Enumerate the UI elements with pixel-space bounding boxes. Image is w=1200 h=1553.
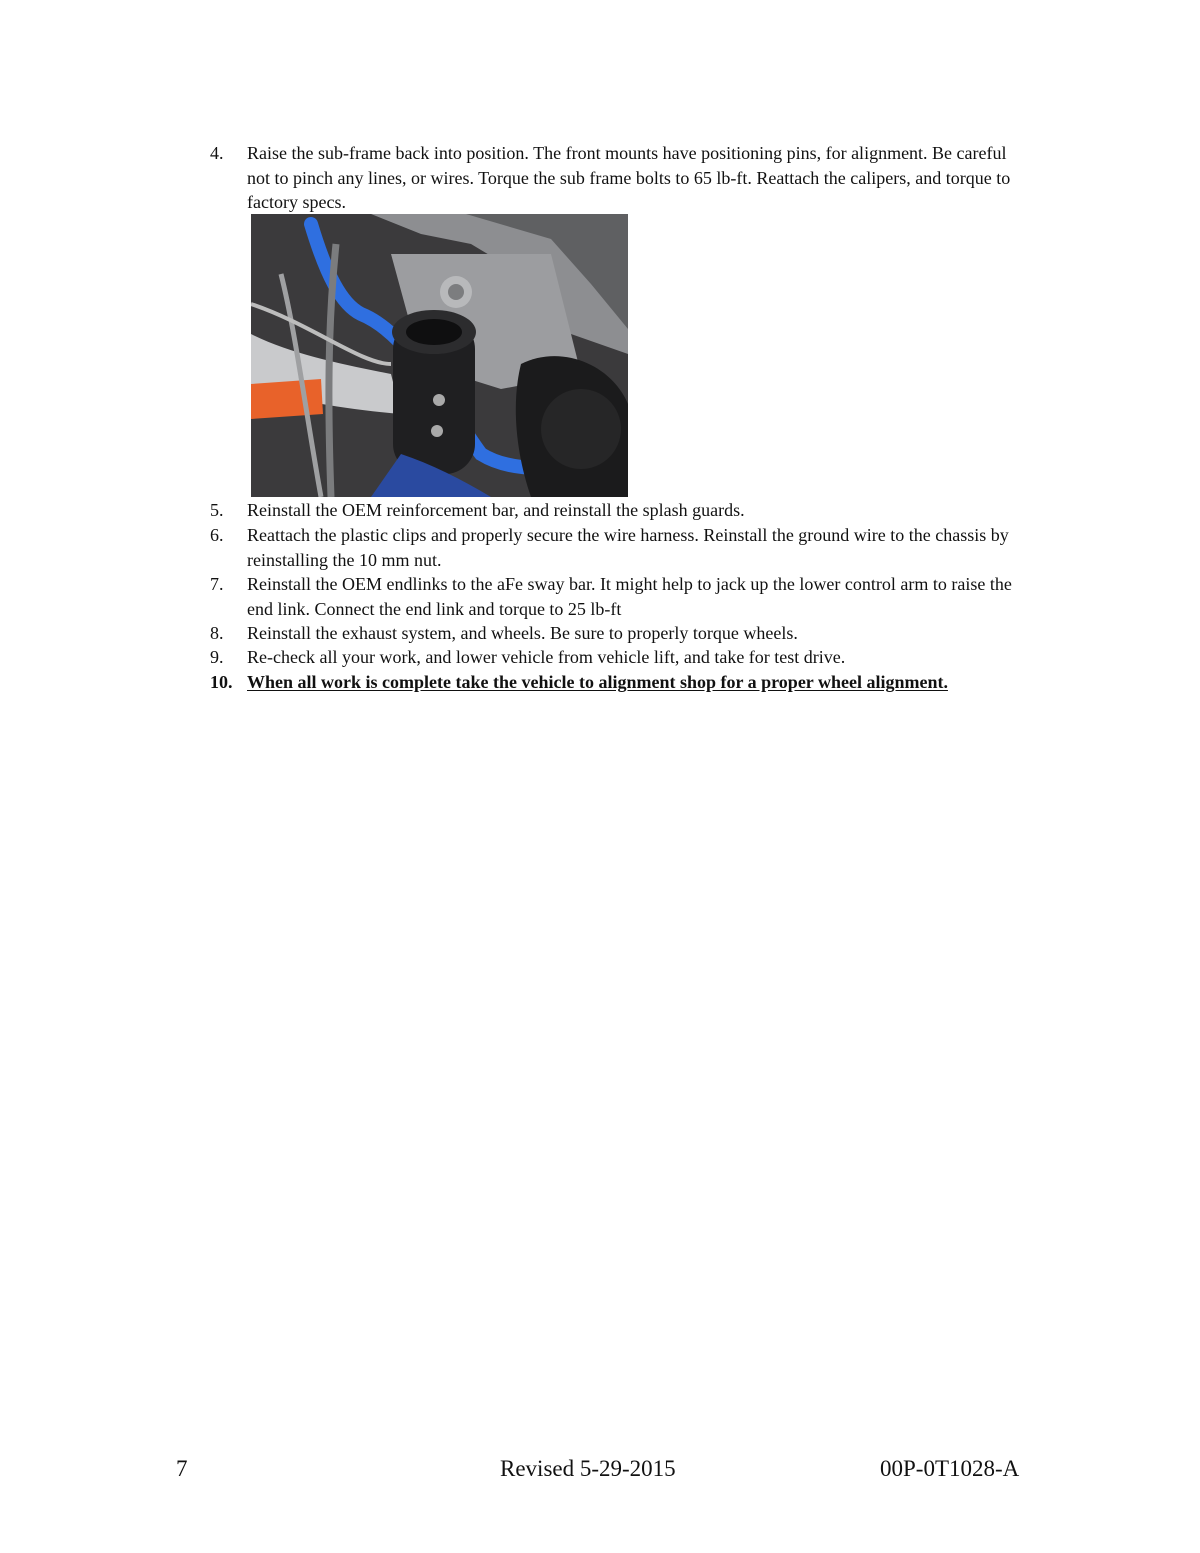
step-8 xyxy=(210,621,1030,646)
step-number: 7. xyxy=(210,574,224,594)
step-number: 8. xyxy=(210,623,224,643)
step-text: When all work is complete take the vehicle to alignment shop for a proper wheel alignment. xyxy=(247,672,948,692)
step-text: Reinstall the OEM reinforcement bar, and reinstall the splash guards. xyxy=(247,500,745,520)
step-6 xyxy=(210,523,1030,572)
step-5 xyxy=(210,498,1030,523)
step-number: 6. xyxy=(210,525,224,545)
step-7 xyxy=(210,572,1030,621)
step-text: Re-check all your work, and lower vehicle from vehicle lift, and take for test drive. xyxy=(247,647,846,667)
step-9 xyxy=(210,645,1030,670)
step-number: 10. xyxy=(210,672,233,692)
step-4 xyxy=(210,141,1030,215)
step-text: Reattach the plastic clips and properly secure the wire harness. Reinstall the ground wire to the chassis by reinstalling the 10 mm nut. xyxy=(247,525,1009,570)
step-number: 9. xyxy=(210,647,224,667)
subframe-mount-photo xyxy=(251,214,628,497)
page-number: 7 xyxy=(176,1456,188,1481)
document-id: 00P-0T1028-A xyxy=(880,1456,1020,1481)
step-number: 5. xyxy=(210,500,224,520)
step-text: Reinstall the OEM endlinks to the aFe sway bar. It might help to jack up the lower control arm to raise the end link. Connect the end link and torque to 25 lb-ft xyxy=(247,574,1012,619)
revision-date: Revised 5-29-2015 xyxy=(500,1456,676,1481)
step-10 xyxy=(210,670,1030,695)
step-number: 4. xyxy=(210,143,224,163)
step-text: Reinstall the exhaust system, and wheels. Be sure to properly torque wheels. xyxy=(247,623,798,643)
step-text: Raise the sub-frame back into position. The front mounts have positioning pins, for alignment. Be careful not to pinch any lines, or wires. Torque the sub frame bolts to 65 lb-ft. Reattach the calipers, and torque to factory specs. xyxy=(247,143,1011,212)
